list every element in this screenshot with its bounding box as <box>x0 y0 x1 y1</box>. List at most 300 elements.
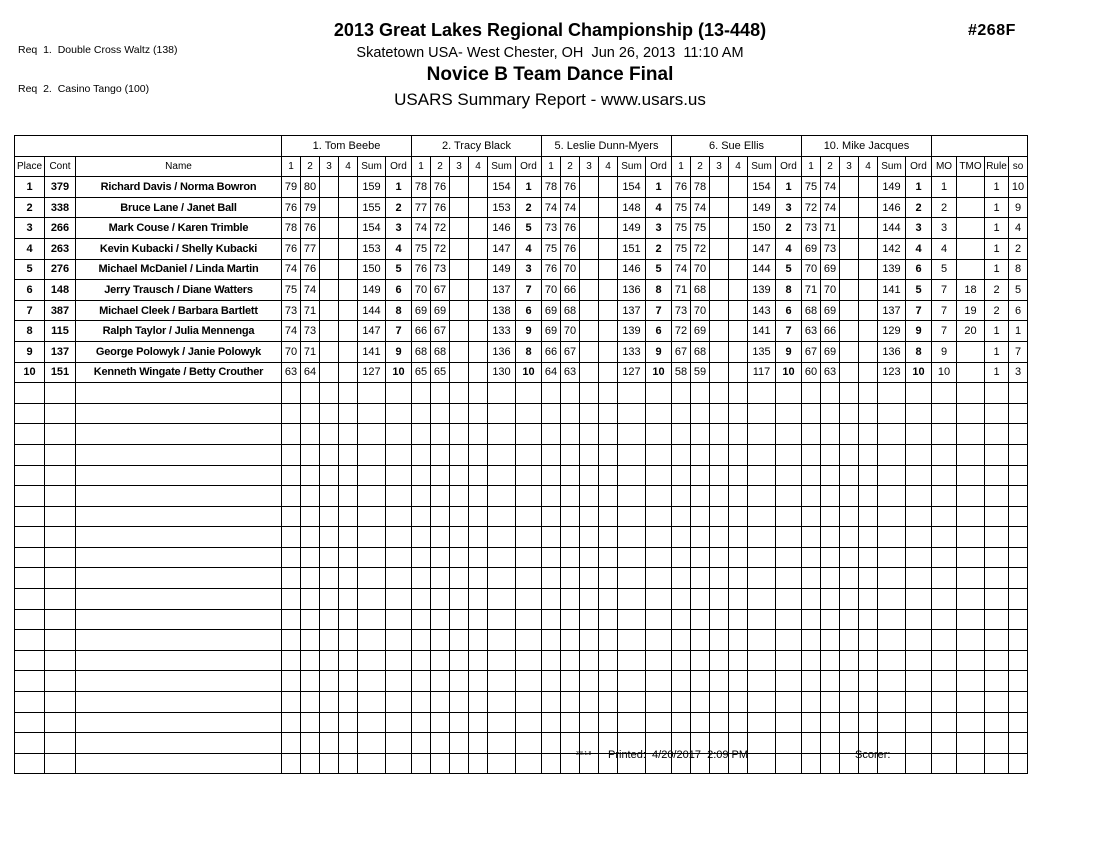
empty-cell <box>542 733 561 754</box>
empty-cell <box>840 444 859 465</box>
empty-cell <box>516 403 542 424</box>
empty-cell <box>1009 383 1028 404</box>
ord-cell: 2 <box>516 197 542 218</box>
empty-row <box>15 650 1028 671</box>
empty-cell <box>906 650 932 671</box>
empty-cell <box>985 712 1009 733</box>
empty-cell <box>320 403 339 424</box>
empty-cell <box>1009 568 1028 589</box>
score-cell <box>320 341 339 362</box>
empty-cell <box>776 486 802 507</box>
score-cell: 68 <box>561 300 580 321</box>
empty-cell <box>488 568 516 589</box>
score-cell: 75 <box>691 218 710 239</box>
empty-row <box>15 424 1028 445</box>
score-cell: 76 <box>282 238 301 259</box>
score-cell: 75 <box>672 218 691 239</box>
sum-cell: 137 <box>618 300 646 321</box>
empty-cell <box>776 712 802 733</box>
empty-cell <box>580 630 599 651</box>
empty-cell <box>488 506 516 527</box>
empty-cell <box>691 424 710 445</box>
empty-cell <box>776 506 802 527</box>
empty-cell <box>580 547 599 568</box>
empty-cell <box>1009 650 1028 671</box>
score-cell: 73 <box>821 238 840 259</box>
empty-cell <box>282 403 301 424</box>
score-cell: 80 <box>301 177 320 198</box>
empty-cell <box>985 547 1009 568</box>
empty-cell <box>618 630 646 651</box>
score-cell <box>580 259 599 280</box>
ord-cell: 1 <box>906 177 932 198</box>
score-cell <box>320 177 339 198</box>
cont-cell: 148 <box>45 280 76 301</box>
empty-cell <box>599 527 618 548</box>
empty-cell <box>840 465 859 486</box>
score-cell: 76 <box>561 177 580 198</box>
score-cell: 70 <box>561 259 580 280</box>
empty-cell <box>320 527 339 548</box>
empty-cell <box>320 547 339 568</box>
empty-cell <box>76 444 282 465</box>
empty-cell <box>618 486 646 507</box>
empty-cell <box>1009 692 1028 713</box>
empty-cell <box>516 589 542 610</box>
empty-cell <box>386 671 412 692</box>
empty-cell <box>15 712 45 733</box>
score-cell <box>840 238 859 259</box>
empty-cell <box>748 383 776 404</box>
empty-cell <box>878 650 906 671</box>
score-cell: 76 <box>412 259 431 280</box>
score-cell <box>710 280 729 301</box>
score-cell: 77 <box>412 197 431 218</box>
score-cell <box>320 362 339 383</box>
empty-cell <box>906 733 932 754</box>
empty-cell <box>878 568 906 589</box>
empty-cell <box>431 733 450 754</box>
empty-cell <box>45 568 76 589</box>
score-cell <box>710 218 729 239</box>
column-header: MO <box>932 156 957 177</box>
empty-cell <box>906 527 932 548</box>
empty-cell <box>412 444 431 465</box>
empty-cell <box>580 692 599 713</box>
score-cell <box>469 259 488 280</box>
score-cell: 71 <box>301 300 320 321</box>
empty-cell <box>729 630 748 651</box>
sum-cell: 142 <box>878 238 906 259</box>
score-cell: 76 <box>301 218 320 239</box>
empty-cell <box>776 465 802 486</box>
score-cell <box>320 218 339 239</box>
empty-cell <box>580 486 599 507</box>
empty-cell <box>859 486 878 507</box>
score-cell: 67 <box>802 341 821 362</box>
empty-cell <box>691 568 710 589</box>
score-cell: 70 <box>691 259 710 280</box>
empty-cell <box>412 692 431 713</box>
empty-cell <box>906 506 932 527</box>
empty-cell <box>932 527 957 548</box>
empty-cell <box>386 424 412 445</box>
empty-cell <box>859 465 878 486</box>
empty-cell <box>957 465 985 486</box>
empty-cell <box>301 383 320 404</box>
empty-cell <box>320 753 339 774</box>
empty-cell <box>1009 733 1028 754</box>
empty-cell <box>15 465 45 486</box>
score-cell <box>450 259 469 280</box>
empty-cell <box>878 671 906 692</box>
score-cell <box>729 238 748 259</box>
cont-cell: 379 <box>45 177 76 198</box>
score-cell <box>599 259 618 280</box>
empty-cell <box>45 609 76 630</box>
empty-cell <box>301 630 320 651</box>
judge-subheader: 2 <box>431 156 450 177</box>
empty-cell <box>431 753 450 774</box>
empty-cell <box>729 486 748 507</box>
empty-cell <box>859 692 878 713</box>
empty-cell <box>748 506 776 527</box>
ord-cell: 9 <box>906 321 932 342</box>
score-cell <box>729 300 748 321</box>
ord-cell: 5 <box>776 259 802 280</box>
place-cell: 10 <box>15 362 45 383</box>
empty-cell <box>599 403 618 424</box>
empty-cell <box>985 403 1009 424</box>
empty-cell <box>450 692 469 713</box>
tmo-cell: 20 <box>957 321 985 342</box>
empty-cell <box>618 692 646 713</box>
column-header: Rule <box>985 156 1009 177</box>
empty-cell <box>932 383 957 404</box>
empty-cell <box>821 424 840 445</box>
empty-cell <box>599 589 618 610</box>
empty-cell <box>932 506 957 527</box>
score-cell <box>580 300 599 321</box>
score-cell <box>710 362 729 383</box>
empty-cell <box>386 383 412 404</box>
empty-cell <box>729 403 748 424</box>
empty-cell <box>878 506 906 527</box>
empty-cell <box>76 692 282 713</box>
empty-cell <box>469 465 488 486</box>
empty-cell <box>672 712 691 733</box>
empty-cell <box>859 506 878 527</box>
empty-cell <box>358 444 386 465</box>
empty-cell <box>412 630 431 651</box>
score-cell <box>320 259 339 280</box>
empty-cell <box>488 424 516 445</box>
empty-cell <box>802 527 821 548</box>
sum-cell: 147 <box>748 238 776 259</box>
judge-subheader: 1 <box>412 156 431 177</box>
sum-cell: 154 <box>358 218 386 239</box>
empty-cell <box>618 527 646 548</box>
empty-row <box>15 692 1028 713</box>
ord-cell: 4 <box>646 197 672 218</box>
empty-cell <box>45 465 76 486</box>
sum-cell: 129 <box>878 321 906 342</box>
empty-cell <box>802 547 821 568</box>
empty-cell <box>580 465 599 486</box>
empty-cell <box>320 506 339 527</box>
empty-cell <box>431 630 450 651</box>
empty-cell <box>859 609 878 630</box>
empty-cell <box>386 444 412 465</box>
empty-cell <box>339 403 358 424</box>
empty-cell <box>339 753 358 774</box>
empty-cell <box>488 630 516 651</box>
empty-cell <box>646 424 672 445</box>
sum-cell: 130 <box>488 362 516 383</box>
empty-cell <box>821 403 840 424</box>
ord-cell: 6 <box>906 259 932 280</box>
score-cell <box>729 362 748 383</box>
judge-subheader: 3 <box>320 156 339 177</box>
empty-cell <box>748 630 776 651</box>
table-row <box>15 341 1028 362</box>
empty-cell <box>618 506 646 527</box>
empty-cell <box>561 712 580 733</box>
empty-cell <box>748 547 776 568</box>
ord-cell: 1 <box>386 177 412 198</box>
empty-cell <box>561 692 580 713</box>
so-cell: 2 <box>1009 238 1028 259</box>
judge-subheader: 4 <box>469 156 488 177</box>
empty-cell <box>76 609 282 630</box>
ord-cell: 4 <box>906 238 932 259</box>
empty-cell <box>15 671 45 692</box>
corner-spacer <box>15 136 282 157</box>
empty-cell <box>646 403 672 424</box>
empty-cell <box>932 733 957 754</box>
empty-cell <box>932 444 957 465</box>
score-cell: 74 <box>672 259 691 280</box>
score-cell: 58 <box>672 362 691 383</box>
empty-cell <box>431 506 450 527</box>
ord-cell: 2 <box>646 238 672 259</box>
ord-cell: 1 <box>646 177 672 198</box>
empty-cell <box>282 753 301 774</box>
score-cell: 65 <box>412 362 431 383</box>
empty-cell <box>358 589 386 610</box>
tmo-cell <box>957 259 985 280</box>
score-cell <box>320 300 339 321</box>
empty-cell <box>646 568 672 589</box>
sum-cell: 136 <box>878 341 906 362</box>
score-cell <box>859 362 878 383</box>
score-cell: 66 <box>542 341 561 362</box>
judge-subheader: 3 <box>580 156 599 177</box>
empty-cell <box>15 527 45 548</box>
empty-cell <box>301 568 320 589</box>
empty-cell <box>878 403 906 424</box>
empty-cell <box>748 568 776 589</box>
sum-cell: 137 <box>488 280 516 301</box>
empty-cell <box>710 671 729 692</box>
empty-cell <box>15 486 45 507</box>
empty-row <box>15 486 1028 507</box>
empty-cell <box>431 527 450 548</box>
empty-cell <box>710 692 729 713</box>
empty-cell <box>1009 424 1028 445</box>
score-cell <box>840 218 859 239</box>
empty-cell <box>802 630 821 651</box>
score-cell <box>729 341 748 362</box>
rule-cell: 1 <box>985 259 1009 280</box>
score-cell: 68 <box>691 280 710 301</box>
empty-cell <box>282 506 301 527</box>
empty-cell <box>469 712 488 733</box>
empty-cell <box>618 568 646 589</box>
score-cell: 69 <box>542 300 561 321</box>
empty-cell <box>748 692 776 713</box>
empty-cell <box>802 692 821 713</box>
score-cell: 76 <box>542 259 561 280</box>
empty-cell <box>932 753 957 774</box>
scorer-label: Scorer: <box>855 749 891 761</box>
empty-cell <box>282 650 301 671</box>
empty-cell <box>450 465 469 486</box>
tmo-cell <box>957 341 985 362</box>
score-cell: 70 <box>802 259 821 280</box>
score-cell: 74 <box>561 197 580 218</box>
score-cell: 69 <box>821 259 840 280</box>
score-cell <box>339 177 358 198</box>
empty-cell <box>469 753 488 774</box>
empty-cell <box>45 671 76 692</box>
empty-cell <box>672 383 691 404</box>
mo-cell: 7 <box>932 300 957 321</box>
empty-cell <box>957 547 985 568</box>
page-title: 2013 Great Lakes Regional Championship (13-448) <box>333 20 767 40</box>
empty-cell <box>282 733 301 754</box>
empty-cell <box>542 547 561 568</box>
empty-cell <box>729 692 748 713</box>
score-cell: 63 <box>561 362 580 383</box>
empty-cell <box>859 630 878 651</box>
table-row <box>15 218 1028 239</box>
empty-cell <box>821 650 840 671</box>
empty-cell <box>878 465 906 486</box>
empty-cell <box>599 547 618 568</box>
empty-cell <box>15 692 45 713</box>
score-cell <box>599 341 618 362</box>
sum-cell: 154 <box>748 177 776 198</box>
empty-cell <box>776 568 802 589</box>
empty-cell <box>821 506 840 527</box>
score-cell: 70 <box>412 280 431 301</box>
empty-cell <box>710 589 729 610</box>
score-cell <box>580 177 599 198</box>
empty-cell <box>821 753 840 774</box>
score-cell <box>450 321 469 342</box>
empty-cell <box>729 527 748 548</box>
empty-cell <box>932 589 957 610</box>
empty-cell <box>748 650 776 671</box>
score-cell <box>599 280 618 301</box>
empty-cell <box>450 444 469 465</box>
empty-cell <box>431 671 450 692</box>
rule-cell: 2 <box>985 280 1009 301</box>
empty-cell <box>386 712 412 733</box>
score-cell <box>339 362 358 383</box>
empty-cell <box>691 589 710 610</box>
empty-cell <box>985 424 1009 445</box>
score-cell: 73 <box>282 300 301 321</box>
empty-cell <box>542 486 561 507</box>
score-cell <box>320 238 339 259</box>
score-cell: 70 <box>691 300 710 321</box>
ord-cell: 4 <box>776 238 802 259</box>
empty-cell <box>412 383 431 404</box>
sum-cell: 154 <box>488 177 516 198</box>
empty-cell <box>599 650 618 671</box>
so-cell: 3 <box>1009 362 1028 383</box>
empty-cell <box>339 424 358 445</box>
empty-cell <box>516 712 542 733</box>
empty-cell <box>76 733 282 754</box>
empty-cell <box>618 403 646 424</box>
empty-cell <box>748 712 776 733</box>
score-cell <box>450 218 469 239</box>
rule-cell: 1 <box>985 341 1009 362</box>
empty-cell <box>1009 486 1028 507</box>
empty-cell <box>580 568 599 589</box>
empty-cell <box>710 527 729 548</box>
mo-cell: 3 <box>932 218 957 239</box>
empty-cell <box>386 609 412 630</box>
empty-cell <box>282 609 301 630</box>
empty-cell <box>282 671 301 692</box>
score-cell <box>339 259 358 280</box>
empty-cell <box>561 486 580 507</box>
empty-cell <box>821 465 840 486</box>
so-cell: 5 <box>1009 280 1028 301</box>
empty-cell <box>957 506 985 527</box>
place-cell: 3 <box>15 218 45 239</box>
empty-cell <box>710 486 729 507</box>
empty-cell <box>358 733 386 754</box>
place-cell: 8 <box>15 321 45 342</box>
empty-cell <box>932 692 957 713</box>
name-cell: Kenneth Wingate / Betty Crouther <box>76 362 282 383</box>
empty-cell <box>339 692 358 713</box>
mo-cell: 4 <box>932 238 957 259</box>
empty-cell <box>301 506 320 527</box>
ord-cell: 9 <box>386 341 412 362</box>
empty-cell <box>821 444 840 465</box>
empty-cell <box>599 609 618 630</box>
empty-cell <box>859 547 878 568</box>
score-cell: 68 <box>802 300 821 321</box>
empty-cell <box>412 527 431 548</box>
score-cell: 68 <box>691 341 710 362</box>
empty-cell <box>710 609 729 630</box>
empty-cell <box>301 712 320 733</box>
rule-cell: 1 <box>985 238 1009 259</box>
score-cell: 74 <box>301 280 320 301</box>
empty-cell <box>320 733 339 754</box>
empty-cell <box>542 465 561 486</box>
cont-cell: 115 <box>45 321 76 342</box>
judge-subheader: 2 <box>301 156 320 177</box>
score-cell <box>599 218 618 239</box>
